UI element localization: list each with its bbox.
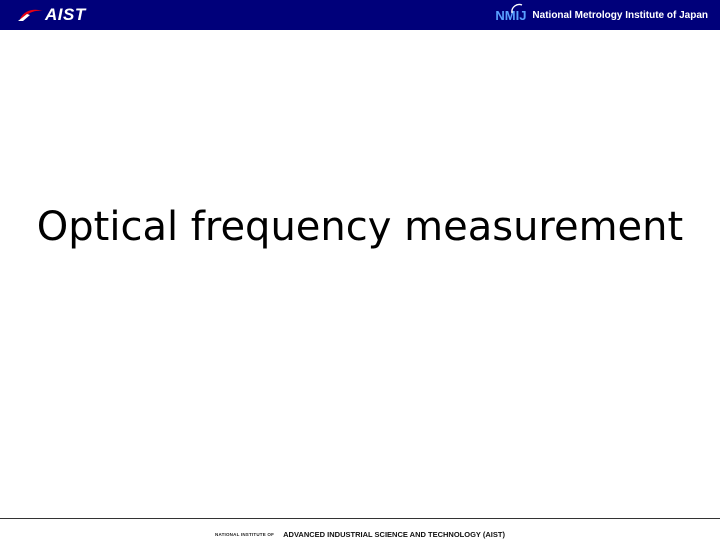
nmij-brand [495, 6, 708, 24]
institute-name: National Metrology Institute of Japan [532, 9, 708, 21]
nmij-logo [495, 8, 526, 23]
footer-prefix: NATIONAL INSTITUTE OF [215, 532, 275, 537]
nmij-swirl-icon [509, 1, 525, 17]
footer [0, 524, 720, 543]
aist-logo [18, 5, 86, 25]
nmij-logo-text: NMIJ [495, 7, 527, 23]
aist-logo-text: AIST [45, 5, 86, 24]
footer-org-name: ADVANCED INDUSTRIAL SCIENCE AND TECHNOLOGY (AIST) [283, 530, 505, 539]
aist-swoosh-icon [18, 8, 44, 22]
footer-divider [0, 518, 720, 519]
header-bar [0, 0, 720, 30]
slide-title: Optical frequency measurement [36, 204, 684, 250]
